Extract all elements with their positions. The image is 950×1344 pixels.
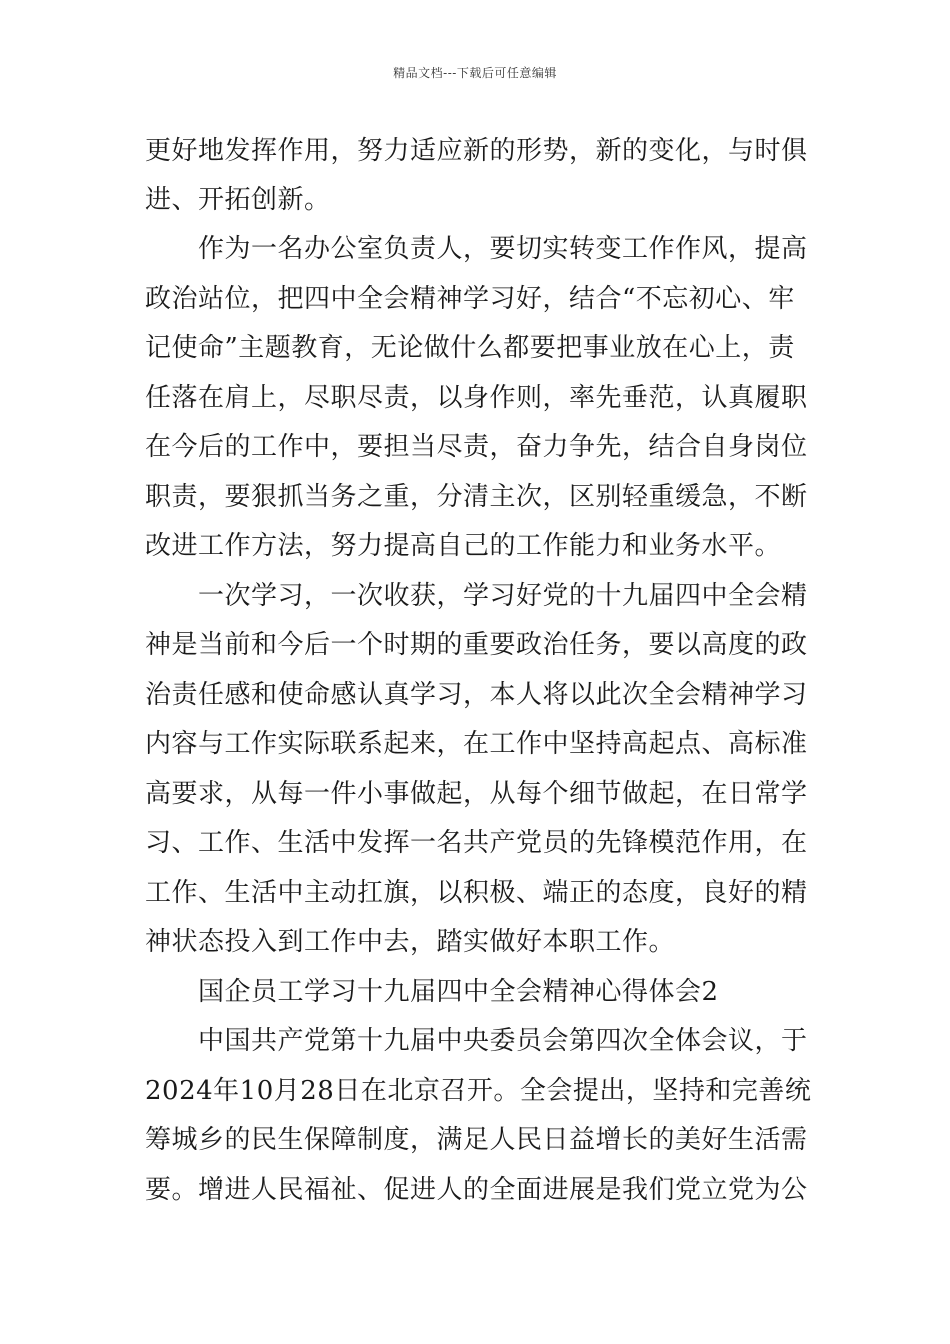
text-line: 职责，要狠抓当务之重，分清主次，区别轻重缓急，不断 <box>145 482 808 512</box>
text-line: 习、工作、生活中发挥一名共产党员的先锋模范作用，在 <box>145 828 808 858</box>
text-line: 进、开拓创新。 <box>145 185 331 215</box>
paragraph-first-line: 中国共产党第十九届中央委员会第四次全体会议，于 <box>198 1026 808 1056</box>
text-line: 内容与工作实际联系起来，在工作中坚持高起点、高标准 <box>145 729 808 759</box>
text-line: 任落在肩上，尽职尽责，以身作则，率先垂范，认真履职 <box>145 383 808 413</box>
text-line: 要。增进人民福祉、促进人的全面进展是我们党立党为公 <box>145 1175 808 1205</box>
text-line: 神是当前和今后一个时期的重要政治任务，要以高度的政 <box>145 630 808 660</box>
text-line: 工作、生活中主动扛旗，以积极、端正的态度，良好的精 <box>145 878 808 908</box>
text-line: 筹城乡的民生保障制度，满足人民日益增长的美好生活需 <box>145 1125 808 1155</box>
text-line: 记使命”主题教育，无论做什么都要把事业放在心上，责 <box>145 333 795 363</box>
text-line: 治责任感和使命感认真学习，本人将以此次全会精神学习 <box>145 680 808 710</box>
page-header: 精品文档---下载后可任意编辑 <box>393 66 557 80</box>
text-line: 改进工作方法，努力提高自己的工作能力和业务水平。 <box>145 531 782 561</box>
text-line: 在今后的工作中，要担当尽责，奋力争先，结合自身岗位 <box>145 432 808 462</box>
text-line: 更好地发挥作用，努力适应新的形势，新的变化，与时俱 <box>145 136 808 166</box>
section-heading: 国企员工学习十九届四中全会精神心得体会2 <box>198 977 719 1007</box>
paragraph-first-line: 作为一名办公室负责人，要切实转变工作作风，提高 <box>198 234 808 264</box>
text-line: 2024年10月28日在北京召开。全会提出，坚持和完善统 <box>145 1076 812 1106</box>
text-line: 政治站位，把四中全会精神学习好，结合“不忘初心、牢 <box>145 284 795 314</box>
text-line: 高要求，从每一件小事做起，从每个细节做起，在日常学 <box>145 779 808 809</box>
paragraph-first-line: 一次学习，一次收获，学习好党的十九届四中全会精 <box>198 581 808 611</box>
text-line: 神状态投入到工作中去，踏实做好本职工作。 <box>145 927 676 957</box>
